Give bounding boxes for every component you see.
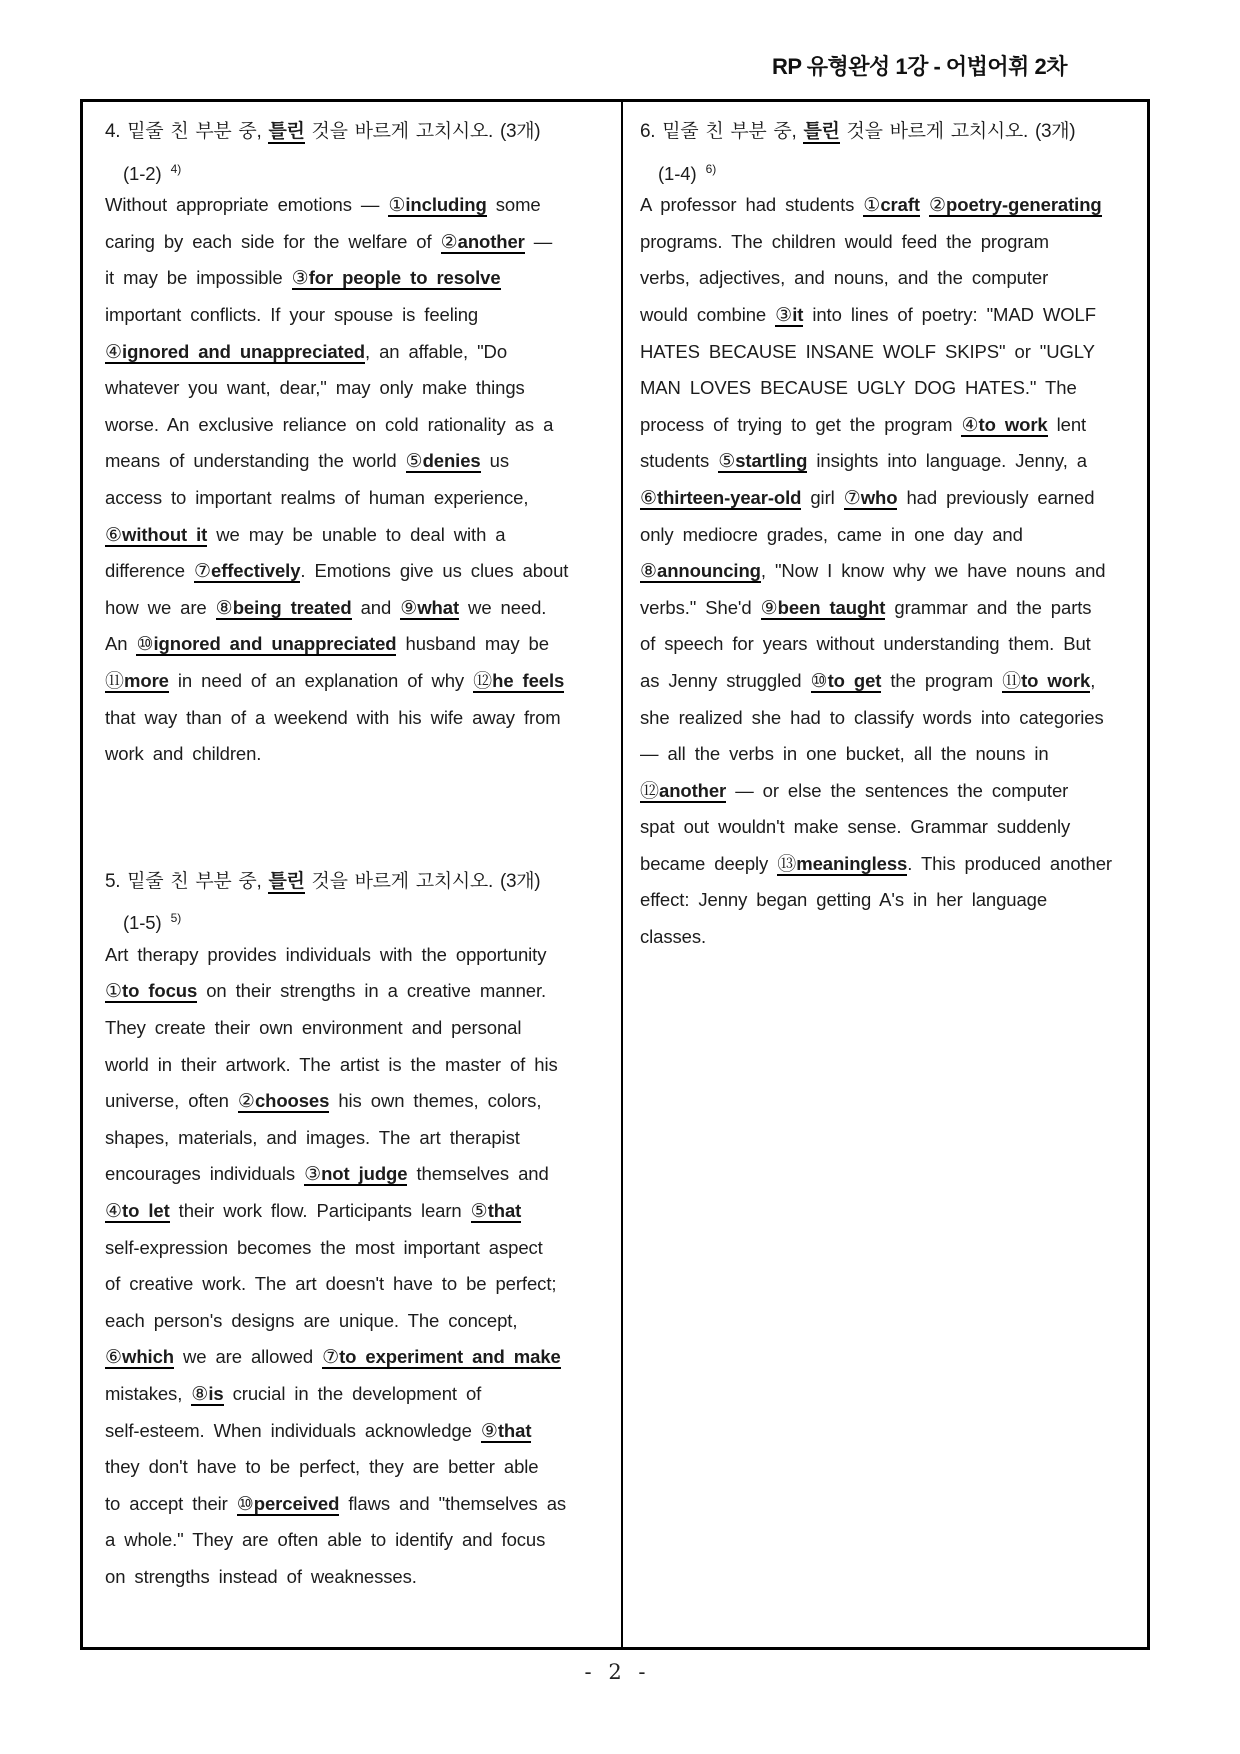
passage-text: of creative work. The art doesn't have to be perfect; <box>105 1273 557 1295</box>
passage-line <box>105 224 605 261</box>
passage-text: themselves and <box>407 1163 549 1185</box>
passage-line <box>640 187 1140 224</box>
passage-line <box>640 297 1140 334</box>
passage-text: that way than of a weekend with his wife away from <box>105 706 561 728</box>
underline-segment <box>105 1200 170 1223</box>
passage-text: each person's designs are unique. The concept, <box>105 1309 518 1331</box>
circled-number: ⑥ <box>105 524 123 546</box>
underline-segment <box>441 231 525 254</box>
passage-text: their work flow. Participants learn <box>169 1200 471 1222</box>
underlined-words: being treated <box>232 596 352 618</box>
underline-segment <box>136 633 396 656</box>
passage-line <box>105 1413 605 1450</box>
passage-text: of speech for years without understanding them. But <box>640 633 1091 655</box>
passage-text: mistakes, <box>105 1383 192 1404</box>
underline-segment <box>400 597 459 620</box>
passage-text: girl <box>801 486 844 508</box>
circled-number: ⑫ <box>473 670 493 692</box>
passage-text: HATES BECAUSE INSANE WOLF SKIPS" or "UGLY <box>640 340 1095 362</box>
passage-text: his own themes, colors, <box>329 1090 542 1112</box>
underline-segment <box>640 780 726 803</box>
underline-segment <box>718 450 807 473</box>
footnote-marker: 6) <box>705 161 717 176</box>
passage-text: on strengths instead of weaknesses. <box>105 1565 417 1587</box>
passage-text <box>920 194 929 215</box>
circled-number: ⑧ <box>640 561 658 583</box>
underline-segment <box>105 980 197 1003</box>
underlined-words: he feels <box>492 669 565 691</box>
question-number: 5. <box>105 870 121 892</box>
passage-text: into lines of poetry: "MAD WOLF <box>803 303 1096 325</box>
circled-number: ⑪ <box>105 670 125 692</box>
passage-text: the program <box>881 669 1003 691</box>
circled-number: ⑦ <box>193 561 211 583</box>
passage-line <box>640 224 1140 261</box>
passage-text: she realized she had to classify words into categories <box>640 706 1104 728</box>
passage-text: some <box>486 194 541 216</box>
passage <box>105 187 605 773</box>
passage-text: MAN LOVES BECAUSE UGLY DOG HATES." The <box>640 377 1077 399</box>
passage-line <box>640 370 1140 407</box>
passage-text: work and children. <box>105 743 262 765</box>
passage-text: students <box>640 450 719 472</box>
passage-line <box>640 590 1140 627</box>
passage-text: only mediocre grades, came in one day and <box>640 523 1023 545</box>
footnote-marker: 5) <box>170 911 182 926</box>
underline-segment <box>471 1200 522 1223</box>
underline-segment <box>863 194 920 217</box>
underlined-words: effectively <box>211 560 301 582</box>
passage-text: classes. <box>640 926 707 948</box>
question-ref <box>105 151 605 188</box>
ref-range: (1-2) <box>123 162 171 184</box>
passage-text: difference <box>105 560 194 582</box>
passage-line <box>640 260 1140 297</box>
underlined-words: chooses <box>254 1090 330 1112</box>
footnote-marker: 4) <box>170 161 182 176</box>
footer-page-number: - 2 - <box>584 1660 646 1684</box>
passage-text: process of trying to get the program <box>640 413 962 435</box>
circled-number: ⑥ <box>105 1347 123 1369</box>
passage-text: whatever you want, dear," may only make things <box>105 377 525 399</box>
passage-text: how we are <box>105 596 216 618</box>
passage-line <box>105 973 605 1010</box>
passage-text: — or else the sentences the computer <box>726 779 1069 801</box>
underline-segment <box>216 597 352 620</box>
circled-number: ⑦ <box>843 487 861 509</box>
underlined-words: is <box>208 1383 224 1404</box>
ref-range: (1-4) <box>658 162 706 184</box>
underline-segment <box>640 560 761 583</box>
underlined-words: startling <box>735 450 808 472</box>
passage-text: caring by each side for the welfare of <box>105 230 441 252</box>
underlined-words: to focus <box>122 980 198 1002</box>
passage-text: , <box>1090 669 1096 691</box>
passage-line <box>105 334 605 371</box>
underline-segment <box>761 597 886 620</box>
passage-text: lent <box>1047 413 1087 435</box>
question-ref <box>105 900 605 937</box>
passage-text: Without appropriate emotions — <box>105 194 389 216</box>
circled-number: ③ <box>304 1164 322 1186</box>
underline-segment <box>1002 670 1090 693</box>
underlined-words: been taught <box>777 596 886 618</box>
underlined-words: craft <box>880 194 920 216</box>
passage-line <box>105 1047 605 1084</box>
circled-number: ⑦ <box>322 1347 340 1369</box>
circled-number: ⑩ <box>236 1493 254 1515</box>
passage-line <box>105 407 605 444</box>
passage-text: . Emotions give us clues about <box>300 560 569 582</box>
underlined-words: perceived <box>253 1492 340 1514</box>
circled-number: ⑤ <box>718 451 736 473</box>
passage-line <box>640 334 1140 371</box>
question-block-6 <box>640 114 1140 956</box>
underlined-words: not judge <box>321 1163 408 1185</box>
circled-number: ⑧ <box>215 597 233 619</box>
passage-text: worse. An exclusive reliance on cold rationality as a <box>105 413 554 435</box>
passage-line <box>640 700 1140 737</box>
passage-text: important conflicts. If your spouse is feeling <box>105 303 479 325</box>
underlined-words: to work <box>1021 669 1091 691</box>
passage-text: insights into language. Jenny, a <box>807 450 1087 472</box>
circled-number: ③ <box>291 268 309 290</box>
passage-text: spat out wouldn't make sense. Grammar suddenly <box>640 816 1071 838</box>
underlined-words: what <box>417 596 460 618</box>
passage-text: world in their artwork. The artist is the master of his <box>105 1053 558 1075</box>
underline-segment <box>961 414 1047 437</box>
underlined-words: ignored and unappreciated <box>153 633 397 655</box>
underlined-words: to experiment and make <box>339 1346 561 1368</box>
passage-text: to accept their <box>105 1492 237 1514</box>
underline-segment <box>105 524 207 547</box>
passage-text: had previously earned <box>897 486 1095 508</box>
ref-range: (1-5) <box>123 912 171 934</box>
passage-line <box>105 1486 605 1523</box>
underline-segment <box>388 194 486 217</box>
underlined-words: to work <box>978 413 1048 435</box>
question-block-5 <box>105 864 605 1596</box>
passage-line <box>105 1522 605 1559</box>
passage-text: crucial in the development of <box>223 1383 482 1404</box>
passage-line <box>640 517 1140 554</box>
passage-text: became deeply <box>640 852 778 874</box>
question-number: 6. <box>640 121 656 142</box>
circled-number: ⑫ <box>640 780 660 802</box>
underlined-words: that <box>497 1419 532 1441</box>
passage-line <box>105 1193 605 1230</box>
passage-line <box>640 882 1140 919</box>
circled-number: ① <box>105 981 123 1003</box>
passage-text: effect: Jenny began getting A's in her language <box>640 889 1048 911</box>
underline-segment <box>105 341 365 364</box>
underline-segment <box>194 560 300 583</box>
circled-number: ④ <box>105 1201 123 1223</box>
question-ref <box>640 151 1140 188</box>
underlined-words: denies <box>422 450 481 472</box>
question-heading <box>105 114 605 151</box>
circled-number: ⑨ <box>480 1420 498 1442</box>
heading-emphasis: 틀린 <box>268 121 305 142</box>
passage-line <box>105 1376 605 1413</box>
underline-segment <box>777 853 907 876</box>
passage-text: encourages individuals <box>105 1163 305 1185</box>
question-heading <box>640 114 1140 151</box>
underline-segment <box>237 1493 340 1516</box>
heading-text-pre: 밑줄 친 부분 중, <box>120 870 269 892</box>
passage-line <box>105 370 605 407</box>
underlined-words: ignored and unappreciated <box>122 340 365 362</box>
passage-line <box>640 626 1140 663</box>
passage-text: a whole." They are often able to identify and focus <box>105 1529 546 1551</box>
passage-text: , an affable, "Do <box>365 340 508 362</box>
underlined-words: more <box>124 669 169 691</box>
question-number: 4. <box>105 121 121 142</box>
underlined-words: that <box>487 1200 522 1222</box>
circled-number: ⑧ <box>191 1384 209 1405</box>
passage-line <box>105 937 605 974</box>
passage-text: — <box>524 230 553 252</box>
passage-text: — all the verbs in one bucket, all the nouns in <box>640 743 1049 765</box>
underlined-words: thirteen-year-old <box>657 486 802 508</box>
heading-text-post: 것을 바르게 고치시오. (3개) <box>839 121 1076 142</box>
passage-line <box>105 1230 605 1267</box>
passage-line <box>105 1449 605 1486</box>
circled-number: ⑤ <box>405 451 423 473</box>
underline-segment <box>105 670 169 693</box>
passage-text: shapes, materials, and images. The art therapist <box>105 1126 520 1148</box>
passage-line <box>640 663 1140 700</box>
passage-line <box>105 1339 605 1376</box>
passage-text: programs. The children would feed the program <box>640 230 1049 252</box>
passage-line <box>105 297 605 334</box>
passage-line <box>640 407 1140 444</box>
circled-number: ⑬ <box>777 853 797 875</box>
passage-line <box>105 1010 605 1047</box>
underlined-words: to let <box>122 1200 170 1222</box>
circled-number: ④ <box>105 341 123 363</box>
passage-text: we need. <box>459 596 547 618</box>
circled-number: ③ <box>775 304 793 326</box>
circled-number: ⑩ <box>810 670 828 692</box>
passage-line <box>640 736 1140 773</box>
passage-text: A professor had students <box>640 194 864 216</box>
circled-number: ⑩ <box>136 634 154 656</box>
circled-number: ⑨ <box>760 597 778 619</box>
passage-line <box>640 846 1140 883</box>
circled-number: ⑥ <box>640 487 658 509</box>
underline-segment <box>105 1346 174 1369</box>
passage-line <box>105 700 605 737</box>
underline-segment <box>929 194 1102 217</box>
underline-segment <box>640 487 801 510</box>
passage-line <box>640 809 1140 846</box>
passage-text: self-esteem. When individuals acknowledge <box>105 1419 481 1441</box>
passage-text: in need of an explanation of why <box>168 669 474 691</box>
passage-line <box>640 480 1140 517</box>
passage-text: self-expression becomes the most important aspect <box>105 1236 543 1258</box>
passage-line <box>105 1266 605 1303</box>
passage-line <box>105 1120 605 1157</box>
passage-line <box>105 736 605 773</box>
passage-line <box>105 480 605 517</box>
passage-text: access to important realms of human experience, <box>105 486 529 508</box>
underlined-words: another <box>659 779 727 801</box>
circled-number: ⑨ <box>400 597 418 619</box>
passage-text: verbs." She'd <box>640 596 761 618</box>
passage-line <box>105 517 605 554</box>
passage-line <box>105 1559 605 1596</box>
passage-text: and <box>351 596 401 618</box>
underlined-words: poetry-generating <box>946 194 1102 216</box>
underlined-words: who <box>860 486 898 508</box>
column-right <box>640 114 1140 956</box>
underline-segment <box>292 267 501 290</box>
circled-number: ② <box>237 1091 255 1113</box>
underline-segment <box>191 1383 223 1406</box>
passage-line <box>105 626 605 663</box>
underline-segment <box>775 304 803 327</box>
passage-line <box>105 1083 605 1120</box>
passage-text: Art therapy provides individuals with the opportunity <box>105 943 547 965</box>
passage-text: means of understanding the world <box>105 450 406 472</box>
circled-number: ① <box>863 195 881 217</box>
underline-segment <box>473 670 564 693</box>
circled-number: ② <box>440 231 458 253</box>
passage <box>640 187 1140 955</box>
question-block-4 <box>105 114 605 773</box>
column-divider <box>621 102 623 1647</box>
underlined-words: it <box>792 303 804 325</box>
passage-text: , "Now I know why we have nouns and <box>760 560 1106 582</box>
page-title: RP 유형완성 1강 - 어법어휘 2차 <box>771 54 1067 79</box>
passage-text: would combine <box>640 303 776 325</box>
passage-text: An <box>105 633 137 655</box>
heading-text-pre: 밑줄 친 부분 중, <box>120 121 269 142</box>
underlined-words: including <box>405 194 487 216</box>
passage-line <box>105 1156 605 1193</box>
passage-text: us <box>480 450 509 472</box>
heading-emphasis: 틀린 <box>803 121 840 142</box>
underlined-words: to get <box>827 669 882 691</box>
passage-line <box>105 187 605 224</box>
passage-text: it may be impossible <box>105 267 292 289</box>
passage-line <box>640 919 1140 956</box>
passage-line <box>640 773 1140 810</box>
heading-emphasis: 틀린 <box>268 870 305 892</box>
passage-line <box>105 553 605 590</box>
underline-segment <box>322 1346 561 1369</box>
passage-text: verbs, adjectives, and nouns, and the computer <box>640 267 1049 289</box>
passage <box>105 937 605 1596</box>
circled-number: ⑤ <box>470 1201 488 1223</box>
passage-line <box>105 1303 605 1340</box>
passage-text: They create their own environment and personal <box>105 1017 522 1039</box>
question-heading <box>105 864 605 901</box>
passage-text: they don't have to be perfect, they are better able <box>105 1456 539 1478</box>
content-box <box>80 99 1150 1650</box>
passage-text: as Jenny struggled <box>640 669 811 691</box>
heading-text-post: 것을 바르게 고치시오. (3개) <box>304 121 541 142</box>
underline-segment <box>238 1090 329 1113</box>
underlined-words: for people to resolve <box>308 267 501 289</box>
passage-line <box>640 443 1140 480</box>
circled-number: ① <box>388 195 406 217</box>
circled-number: ⑪ <box>1002 670 1022 692</box>
passage-line <box>105 443 605 480</box>
passage-text: we are allowed <box>173 1346 323 1368</box>
circled-number: ② <box>929 195 947 217</box>
heading-text-post: 것을 바르게 고치시오. (3개) <box>304 870 541 892</box>
underlined-words: meaningless <box>796 852 908 874</box>
underlined-words: which <box>122 1346 174 1368</box>
underlined-words: without it <box>122 523 208 545</box>
underline-segment <box>844 487 898 510</box>
underline-segment <box>406 450 481 473</box>
passage-line <box>640 553 1140 590</box>
passage-text: . This produced another <box>907 852 1112 874</box>
passage-line <box>105 590 605 627</box>
heading-text-pre: 밑줄 친 부분 중, <box>655 121 804 142</box>
circled-number: ④ <box>961 414 979 436</box>
underline-segment <box>481 1420 532 1443</box>
passage-line <box>105 663 605 700</box>
underlined-words: announcing <box>657 560 761 582</box>
passage-text: universe, often <box>105 1090 238 1112</box>
underline-segment <box>811 670 882 693</box>
column-left <box>105 114 605 1596</box>
passage-line <box>105 260 605 297</box>
passage-text: husband may be <box>396 633 549 655</box>
underline-segment <box>304 1163 407 1186</box>
passage-text: on their strengths in a creative manner. <box>197 980 547 1002</box>
passage-text: flaws and "themselves as <box>339 1492 567 1514</box>
passage-text: grammar and the parts <box>885 596 1092 618</box>
underlined-words: another <box>457 230 525 252</box>
passage-text: we may be unable to deal with a <box>207 523 506 545</box>
